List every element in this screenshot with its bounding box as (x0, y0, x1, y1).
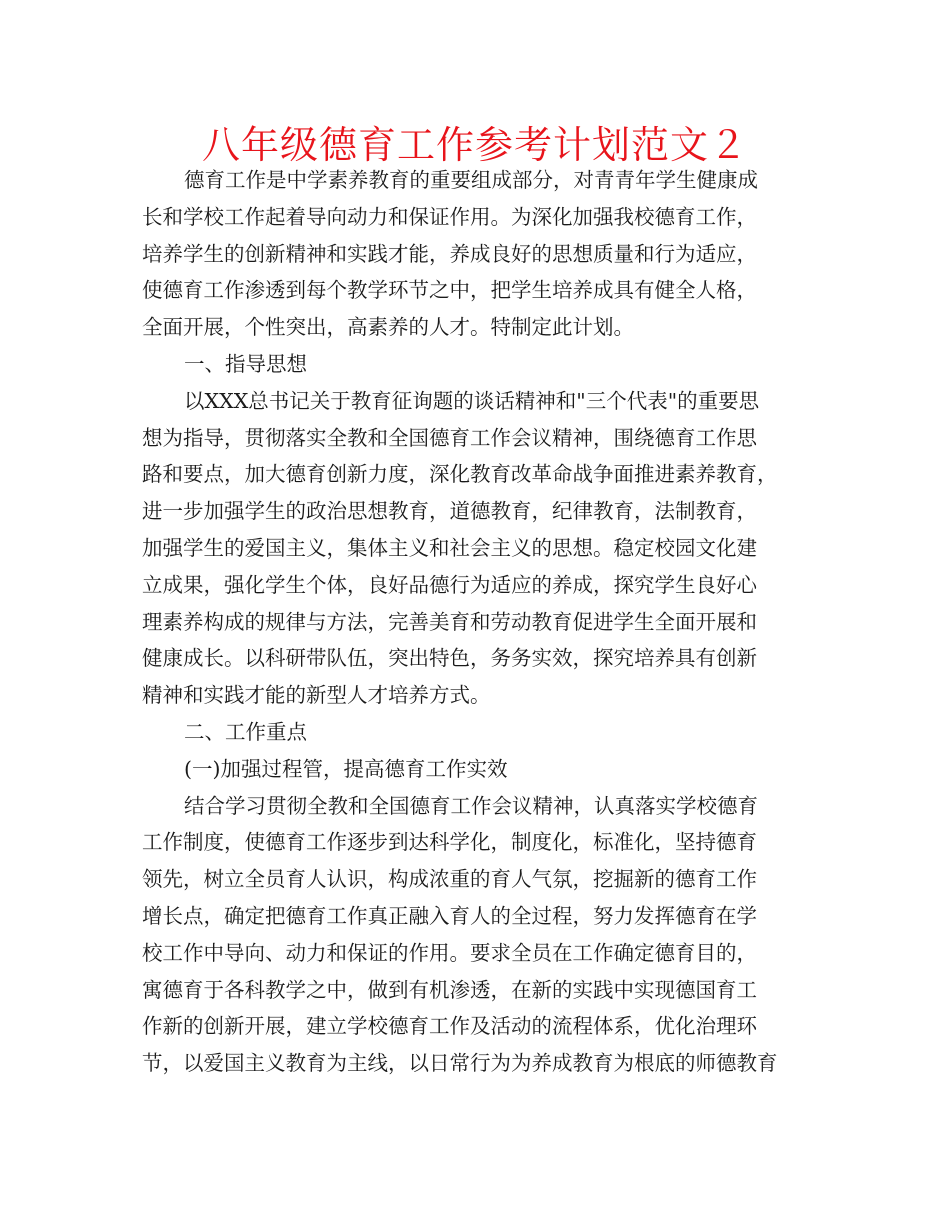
body-line: 长和学校工作起着导向动力和保证作用。为深化加强我校德育工作， (142, 204, 757, 229)
body-line: 寓德育于各科教学之中，做到有机渗透，在新的实践中实现德国育工 (142, 977, 757, 1002)
body-line: 路和要点，加大德育创新力度，深化教育改革命战争面推进素养教育， (142, 462, 778, 487)
body-line: 加强学生的爱国主义，集体主义和社会主义的思想。稳定校园文化建 (142, 535, 757, 560)
body-line: 德育工作是中学素养教育的重要组成部分，对青青年学生健康成 (184, 168, 758, 192)
body-line: 工作制度，使德育工作逐步到达科学化，制度化，标准化，坚持德育 (142, 830, 757, 855)
body-line: 增长点，确定把德育工作真正融入育人的全过程，努力发挥德育在学 (142, 903, 757, 928)
body-line: 培养学生的创新精神和实践才能，养成良好的思想质量和行为适应， (142, 241, 757, 266)
body-line: 想为指导，贯彻落实全教和全国德育工作会议精神，围绕德育工作思 (142, 425, 757, 450)
document-title: 八年级德育工作参考计划范文２ (201, 123, 748, 167)
body-line: (一)加强过程管，提高德育工作实效 (184, 756, 508, 781)
body-line: 校工作中导向、动力和保证的作用。要求全员在工作确定德育目的， (142, 940, 757, 965)
body-line: 二、工作重点 (184, 719, 307, 744)
body-line: 领先，树立全员育人认识，构成浓重的育人气氛，挖掘新的德育工作 (142, 867, 757, 892)
document-body (142, 162, 812, 1082)
body-line: 一、指导思想 (184, 351, 307, 376)
body-line: 全面开展，个性突出，高素养的人才。特制定此计划。 (142, 315, 634, 340)
body-line: 进一步加强学生的政治思想教育，道德教育，纪律教育，法制教育， (142, 499, 757, 524)
body-line: 结合学习贯彻全教和全国德育工作会议精神，认真落实学校德育 (184, 793, 758, 818)
body-line: 节，以爱国主义教育为主线，以日常行为为养成教育为根底的师德教育 (142, 1051, 778, 1076)
body-line: 以XXX总书记关于教育征询题的谈话精神和"三个代表"的重要思 (184, 388, 760, 413)
body-line: 作新的创新开展，建立学校德育工作及活动的流程体系，优化治理环 (142, 1014, 757, 1039)
body-line: 精神和实践才能的新型人才培养方式。 (142, 683, 491, 708)
body-line: 理素养构成的规律与方法，完善美育和劳动教育促进学生全面开展和 (142, 609, 757, 634)
body-line: 立成果，强化学生个体，良好品德行为适应的养成，探究学生良好心 (142, 572, 757, 597)
body-line: 使德育工作渗透到每个教学环节之中，把学生培养成具有健全人格， (142, 278, 757, 303)
body-line: 健康成长。以科研带队伍，突出特色，务务实效，探究培养具有创新 (142, 646, 757, 671)
